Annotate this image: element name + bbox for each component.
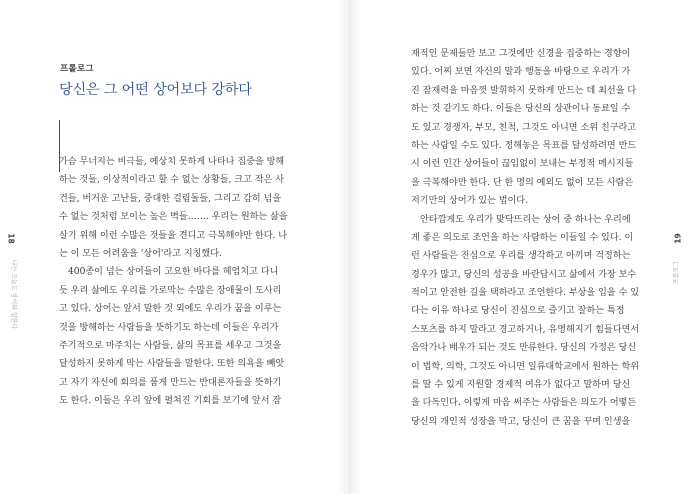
right-body-text xyxy=(411,45,639,431)
running-head-left: 나는 오늘도 상어와 일한다 xyxy=(10,259,18,330)
body-line: 저기만의 상어가 있는 법이다. xyxy=(411,196,528,207)
body-line: 시 이런 인간 상어들이 끊임없이 보내는 부정적 메시지들 xyxy=(411,159,634,170)
body-line: 안타깝게도 우리가 맞닥뜨리는 상어 중 하나는 우리에 xyxy=(420,214,631,225)
body-line: 을 극복해야만 한다. 단 한 명의 예외도 없이 모든 사람은 xyxy=(411,177,634,188)
body-line: 적이고 안전한 길을 택하라고 조언한다. 부상을 입을 수 있 xyxy=(411,288,640,299)
page-number-left: 18 xyxy=(6,233,16,244)
body-line: 음악가나 배우가 되는 것도 만류한다. 당신의 가정은 당신 xyxy=(411,343,637,354)
body-line: 듯 우리 삶에도 우리를 가로막는 수많은 장애물이 도사리 xyxy=(59,285,282,296)
body-line: 가슴 무너지는 비극들, 예상치 못하게 나타나 집중을 방해 xyxy=(59,157,285,167)
body-line: 도 있고 경쟁자, 부모, 친척, 그것도 아니면 소위 친구라고 xyxy=(411,122,637,133)
book-gutter-shadow xyxy=(338,0,362,494)
page-number-right: 19 xyxy=(673,233,683,244)
body-line: 고 있다. 상어는 앞서 말한 것 외에도 우리가 꿈을 이루는 xyxy=(59,304,282,315)
chapter-title: 당신은 그 어떤 상어보다 강하다 xyxy=(59,82,252,98)
body-line: 재적인 문제들만 보고 그것에만 신경을 집중하는 경향이 xyxy=(411,49,631,59)
body-line: 를 딸 수 있게 지원할 경제적 여유가 없다고 말하며 당신 xyxy=(411,380,631,391)
body-line: 하는 것 같기도 하다. 이들은 당신의 상관이나 동료일 수 xyxy=(411,104,631,115)
left-body-text xyxy=(59,153,288,410)
body-line: 있다. 어찌 보면 자신의 말과 행동을 바탕으로 우리가 가 xyxy=(411,67,631,78)
body-line: 다는 이유 하나로 당신이 진심으로 즐기고 잘하는 특정 xyxy=(411,306,625,317)
body-line: 진 잠재력을 마음껏 발휘하지 못하게 만드는 데 최선을 다 xyxy=(411,85,637,96)
running-head-right: 프롤로그 xyxy=(673,260,681,285)
body-line: 경우가 많고, 당신의 성공을 바란답시고 삶에서 가장 보수 xyxy=(411,269,637,280)
body-line: 하는 것들, 이상적이라고 할 수 없는 상황들, 크고 작은 사 xyxy=(59,175,285,186)
body-line: 고 자기 자신에 회의를 품게 만드는 반대론자들을 뜻하기 xyxy=(59,377,282,388)
body-line: 달성하지 못하게 막는 사람들을 말한다. 또한 의욕을 빼앗 xyxy=(59,359,285,370)
body-line: 수 없는 것처럼 보이는 높은 벽들……. 우리는 원하는 삶을 xyxy=(59,212,288,223)
body-line: 게 좋은 의도로 조언을 하는 사람하는 이들일 수 있다. 이 xyxy=(411,232,634,243)
section-label: 프롤로그 xyxy=(60,64,95,74)
body-line: 스포츠를 하지 말라고 경고하거나, 유명해지기 힘들다면서 xyxy=(411,324,640,335)
body-line: 건들, 버거운 고난들, 중대한 걸림돌들, 그리고 감히 넘을 xyxy=(59,193,282,204)
body-line: 는 이 모든 어려움을 '상어'라고 지칭했다. xyxy=(59,248,222,259)
body-line: 주기적으로 마주치는 사람들, 삶의 목표를 세우고 그것을 xyxy=(59,340,282,351)
body-line: 이 법학, 의학, 그것도 아니면 일류대학교에서 원하는 학위 xyxy=(411,361,640,372)
body-line: 을 다독인다. 이렇게 마음 써주는 사람들은 의도가 어떻든 xyxy=(411,398,637,409)
body-line: 도 한다. 이들은 우리 앞에 펼쳐진 기회를 보기에 앞서 잠 xyxy=(59,396,282,407)
body-line: 당신의 개인적 성장을 막고, 당신이 큰 꿈을 꾸며 인생을 xyxy=(411,416,631,427)
body-line: 것을 방해하는 사람들을 뜻하기도 하는데 이들은 우리가 xyxy=(59,322,279,333)
body-line: 런 사람들은 진심으로 우리를 생각하고 아끼며 걱정하는 xyxy=(411,251,631,262)
body-line: 하는 사람일 수도 있다. 정해놓은 목표를 달성하려면 반드 xyxy=(411,140,637,151)
body-line: 400종이 넘는 상어들이 고요한 바다를 헤엄치고 다니 xyxy=(68,267,279,278)
body-line: 살기 위해 이런 수많은 것들을 견디고 극복해야만 한다. 나 xyxy=(59,230,288,241)
